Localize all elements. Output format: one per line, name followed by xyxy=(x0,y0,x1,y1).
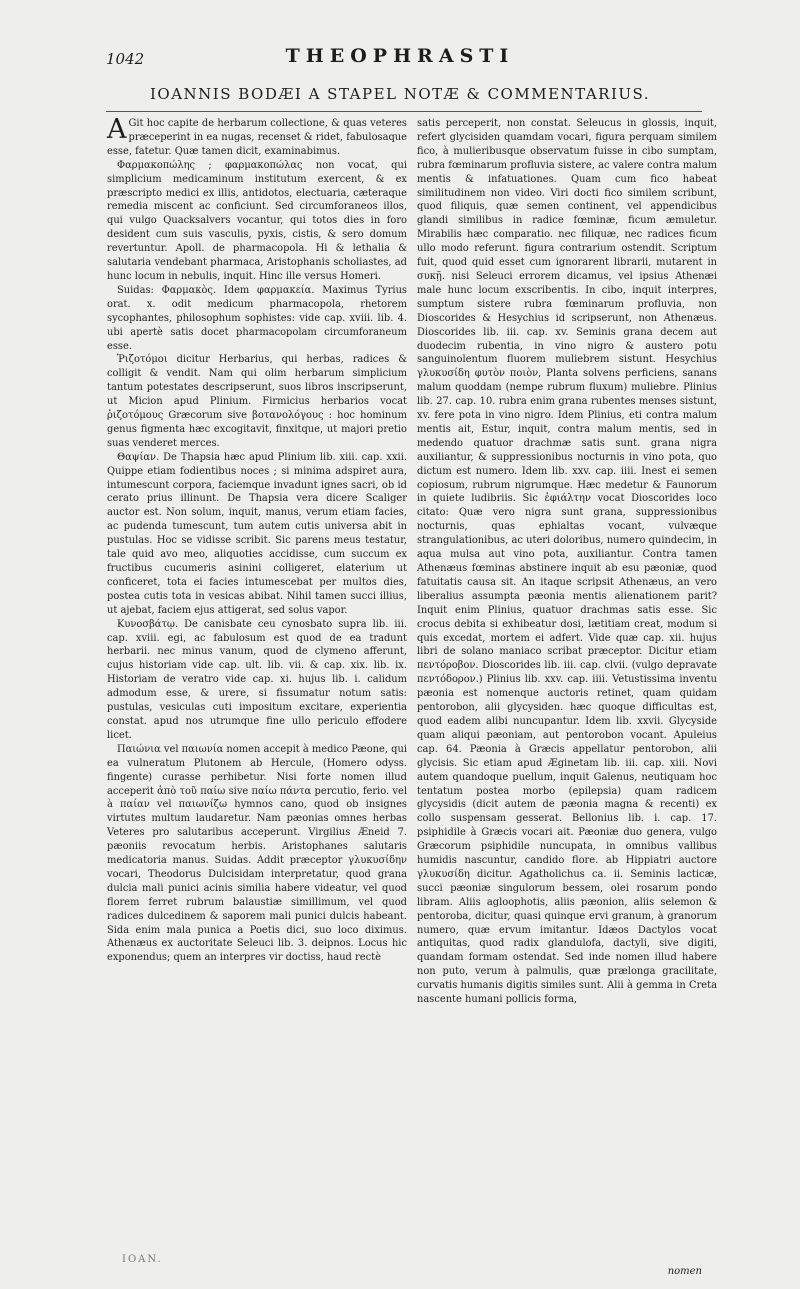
paragraph-suidas: Suidas: Φαρμακὸς. Idem φαρμακεία. Maximus Tyrius orat. x. odit medicum pharmacopola, rhetorem sycophantes, philosophum sophistes: vide cap. xviii. lib. 4. ubi apertè satis docet pharmacopolam circumforaneum esse. xyxy=(107,284,407,352)
left-column xyxy=(107,114,407,965)
right-column xyxy=(417,117,717,1007)
commentary-title: IOANNIS BODÆI A STAPEL NOTÆ & COMMENTARIUS. xyxy=(149,85,651,103)
paragraph-pharmacopoles: Φαρμακοπώλης ; φαρμακοπώλας non vocat, qui simplicium medicaminum institutum exercent, & ex præscripto medici ex illis, antidotos, electuaria, cæteraque remedia miscent ac conficiunt. Sed circumforaneos illos, qui vulgo Quacksalvers vocantur, qui totos dies in foro desident cum suis vasculis, pyxis, cistis, & sero domum revertuntur. Apoll. de pharmacopola. Hi & lethalia & salutaria vendebant pharmaca, Aristophanis scholiastes, ad hunc locum in nebulis, inquit. Hinc ille versus Homeri. xyxy=(107,159,407,282)
opening-paragraph xyxy=(107,114,407,159)
paragraph-paeonia: Παιώνια vel παιωνία nomen accepit à medico Pæone, qui ea vulneratum Plutonem ab Hercule, (Homero odyss. fingente) curasse perhibetur. Nisi forte nomen illud acceperit ἀπὸ τοῦ παίω sive παίω πάντα percutio, ferio. vel à παίαν vel παιωνίζω hymnos cano, quod ob insignes virtutes multum laudaretur. Nam pæonias omnes herbas Veteres pro salutaribus acceperunt. Virgilius Æneid 7. pæoniis revocatum herbis. Aristophanes salutaris medicatoria manus. Suidas. Addit præceptor γλυκυσίδην vocari, Theodorus Dulcisidam interpretatur, quod grana dulcia mali punici acinis similia habere videatur, vel quod florem ferret rubrum balaustiæ simillimum, vel quod radices dulcedinem & saporem mali punici dulcis habeant. Sida enim mala punica a Poetis dici, suo loco diximus. Athenæus ex auctoritate Seleuci lib. 3. deipnos. Locus hic exponendus; quem an interpres vir doctiss, haud rectè xyxy=(107,743,407,964)
drop-cap: A xyxy=(107,114,127,145)
running-title: THEOPHRASTI xyxy=(285,45,515,67)
catchword: nomen xyxy=(667,1266,702,1277)
paragraph-cynosbatos: Κυνοσβάτῳ. De canisbate ceu cynosbato supra lib. iii. cap. xviii. egi, ac fabulosum est quod de ea tradunt herbarii. nec minus vanum, quod de clymeno afferunt, cujus historiam vide cap. ult. lib. vii. & cap. xix. lib. ix. Historiam de veratro vide cap. xi. hujus lib. i. calidum admodum esse, & urere, si fissumatur notum satis: pustulas, vesiculas cuti impositum excitare, experientia constat. apud nos utrumque fine ullo periculo effodere licet. xyxy=(107,618,407,741)
page-number: 1042 xyxy=(106,50,145,68)
header-rule xyxy=(106,111,702,112)
paragraph-rhizotomoi: Ῥιζοτόμοι dicitur Herbarius, qui herbas, radices & colligit & vendit. Nam qui olim herbarum simplicium tantum potestates descripserunt, suos libros inscripserunt, ut Micion apud Plinium. Firmicius herbarios vocat ῥιζοτόμους Græcorum sive βοτανολόγους : hoc hominum genus figmenta hæc excogitavit, finxitque, ut majori pretio suas venderet merces. xyxy=(107,354,407,449)
paragraph-continuation: satis perceperit, non constat. Seleucus in glossis, inquit, refert glycisiden quamdam vocari, figura perquam similem fico, à mulieribusque observatum fuisse in cibo sumptam, rubra fœminarum profluvia sistere, ac valere contra malum mentis & infatuationes. Quam cum fico habeat similitudinem non video. Viri docti fico similem scribunt, quod filiquis, quæ semen continent, vel appendicibus glandi similibus in radice fœminæ, ficum æmuletur. Mirabilis hæc comparatio. nec filiquæ, nec radices ficum ullo modo referunt. figura contrarium ostendit. Scriptum fuit, quod quid esset cum ignorarent librarii, mutarent in συκῇ. nisi Seleuci errorem dicamus, vel ipsius Athenæi male hunc locum exscribentis. In cibo, inquit interpres, sumptum sistere rubra fœminarum profluvia, non Dioscorides & Hesychius id scripserunt, non Athenæus. Dioscorides lib. iii. cap. xv. Seminis grana decem aut duodecim rubentia, in vino nigro & austero potu sanguinolentum fluorem muliebrem sistunt. Hesychius γλυκυσίδη φυτὸν ποιὸν, Planta solvens perficiens, sanans malum quoddam (nempe rubrum fluxum) muliebre. Plinius lib. 27. cap. 10. rubra enim grana rubentes menses sistunt, xv. fere pota in vino nigro. Idem Plinius, eti contra malum mentis ait, Estur, inquit, contra malum mentis, sed in medendo quatuor drachmæ satis sunt. grana nigra auxiliantur, & suppressionibus nocturnis in vino pota, quo dictum est numero. Idem lib. xxv. cap. iiii. Inest ei semen copiosum, rubrum nigrumque. Hæc medetur & Faunorum in quiete ludibriis. Sic ἐφιάλτην vocat Dioscorides loco citato: Quæ vero nigra sunt grana, suppressionibus nocturnis, quas ephialtas vocant, vulvæque strangulationibus, ac uteri doloribus, numero quindecim, in aqua mulsa aut vino pota, auxiliantur. Contra tamen Athenæus fœminas abstinere inquit ab esu pæoniæ, quod fatuitatis causa sit. An itaque scripsit Athenæus, an vero liberalius assumpta pæonia mentis alienationem parit? Inquit enim Plinius, quatuor drachmas satis esse. Sic crocus debita si exhibeatur dosi, lætitiam creat, modum si quis excedat, mortem ei adfert. Vide quæ cap. xii. hujus libri de solano maniaco scribat præceptor. Dicitur etiam πεντόροβον. Dioscorides lib. iii. cap. clvii. (vulgo depravate πεντόδορον.) Plinius lib. xxv. cap. iiii. Vetustissima inventu pæonia est nomenque auctoris retinet, quam quidam pentorobon, alii glycysiden. hæc quoque difficultas est, quod eadem alibi nuncupantur. Idem lib. xxvii. Glycyside quam aliqui pæoniam, aut pentorobon vocant. Apuleius cap. 64. Pæonia à Græcis appellatur pentorobon, alii glycisis. Sic etiam apud Æginetam lib. iii. cap. xiii. Novi autem quandoque puellum, inquit Galenus, neutiquam hoc tentatum postea morbo (epilepsia) quam radicem glycysidis (dicit autem de pæonia magna & recenti) ex collo suspensam gesserat. Bellonius lib. i. cap. 17. psiphidile à Græcis vocari ait. Pæoniæ duo genera, vulgo Græcorum psiphidile nuncupata, in omnibus vallibus humidis nascuntur, candido flore. ab Hippiatri auctore γλυκυσίδη dicitur. Agatholichus ca. ii. Seminis lacticæ, succi pæoniæ singulorum bessem, olei rosarum pondo libram. Aliis agloophotis, aliis pæonion, aliis selemon & pentoroba, dicitur, quasi quinque ervi granum, à granorum numero, quæ ervum imitantur. Idæos Dactylos vocat antiquitas, quod radix glandulofa, dactyli, sive digiti, quandam formam ostendat. Sed inde nomen illud habere non puto, verum à palmulis, quæ prælonga gracilitate, curvatis humanis digitis similes sunt. Alii à gemma in Creta nascente humani pollicis forma, xyxy=(417,118,717,1006)
paragraph-thapsia: Θαψίαν. De Thapsia hæc apud Plinium lib. xiii. cap. xxii. Quippe etiam fodientibus noces ; si minima adspiret aura, intumescunt corpora, faciemque invadunt ignes sacri, ob id cerato prius illinunt. De Thapsia vera dicere Scaliger auctor est. Non solum, inquit, manus, verum etiam facies, ac pudenda tumescunt, tum autem cutis universa abit in pustulas. Hoc se vidisse scribit. Sic parens meus testatur, tale quid avo meo, aliquoties accidisse, cum succum ex fructibus cucumeris asinini colligeret, elaterium ut conficeret, tota ei facies intumescebat per multos dies, postea cutis tota in vesicas abibat. Nihil tamen succi illius, ut ajebat, faciem ejus attigerat, sed solus vapor. xyxy=(107,451,407,616)
bleed-through-text: IOAN. xyxy=(122,1254,163,1265)
opening-text: Git hoc capite de herbarum collectione, & quas veteres præceperint in ea nugas, recenset & ridet, fabulosaque esse, fatetur. Quæ tamen dicit, examinabimus. xyxy=(107,118,407,157)
